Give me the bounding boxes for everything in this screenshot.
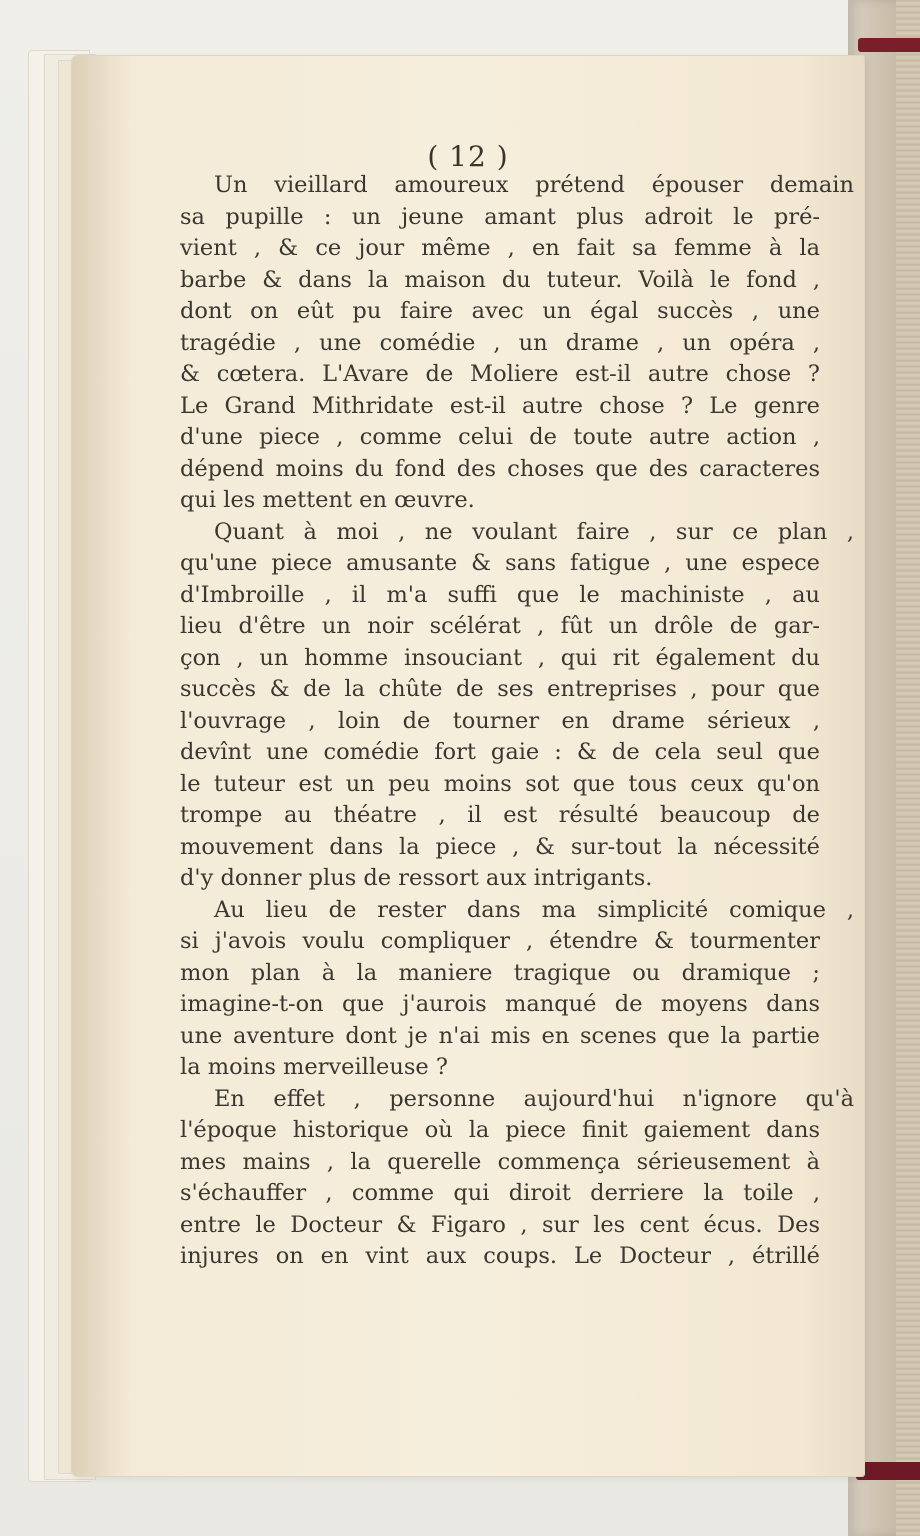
- text-line: mon plan à la maniere tragique ou dramique ;: [180, 959, 820, 986]
- text-line: mes mains , la querelle commença sérieusement à: [180, 1148, 820, 1175]
- text-line: d'une piece , comme celui de toute autre action ,: [180, 424, 820, 450]
- text-line: le tuteur est un peu moins sot que tous ceux qu'on: [180, 770, 820, 797]
- text-line: entre le Docteur & Figaro , sur les cent écus. Des: [180, 1211, 820, 1238]
- text-line: Au lieu de rester dans ma simplicité comique ,: [214, 896, 854, 923]
- text-line: l'époque historique où la piece finit gaiement dans: [180, 1117, 820, 1143]
- text-line: s'échauffer , comme qui diroit derriere la toile ,: [180, 1180, 820, 1206]
- text-line: tragédie , une comédie , un drame , un opéra ,: [180, 329, 820, 356]
- text-line: sa pupille : un jeune amant plus adroit le pré-: [180, 203, 820, 230]
- text-line: une aventure dont je n'ai mis en scenes que la partie: [180, 1022, 820, 1049]
- text-line: d'y donner plus de ressort aux intrigants.: [180, 865, 653, 891]
- ribbon-top: [858, 38, 920, 52]
- text-line: En effet , personne aujourd'hui n'ignore qu'à: [214, 1085, 854, 1112]
- page-gutter-shadow: [72, 56, 132, 1476]
- text-line: vient , & ce jour même , en fait sa femme à la: [180, 235, 820, 261]
- text-line: & cœtera. L'Avare de Moliere est-il autre chose ?: [180, 361, 820, 387]
- text-line: devînt une comédie fort gaie : & de cela seul que: [180, 739, 820, 765]
- text-line: injures on en vint aux coups. Le Docteur , étrillé: [180, 1243, 820, 1269]
- binding-cloth: [896, 0, 920, 1536]
- text-line: Le Grand Mithridate est-il autre chose ? Le genre: [180, 392, 820, 419]
- text-line: d'Imbroille , il m'a suffi que le machiniste , au: [180, 581, 820, 608]
- text-line: mouvement dans la piece , & sur-tout la nécessité: [180, 833, 820, 860]
- text-line: imagine-t-on que j'aurois manqué de moyens dans: [180, 991, 820, 1017]
- text-line: dont on eût pu faire avec un égal succès , une: [180, 298, 820, 324]
- text-line: Un vieillard amoureux prétend épouser demain: [214, 172, 854, 198]
- text-line: Quant à moi , ne voulant faire , sur ce plan ,: [214, 518, 854, 545]
- text-line: çon , un homme insouciant , qui rit également du: [180, 644, 820, 671]
- text-line: succès & de la chûte de ses entreprises , pour que: [180, 676, 820, 702]
- text-line: dépend moins du fond des choses que des caracteres: [180, 455, 820, 482]
- text-line: barbe & dans la maison du tuteur. Voilà le fond ,: [180, 266, 820, 293]
- text-line: qui les mettent en œuvre.: [180, 487, 475, 513]
- text-line: lieu d'être un noir scélérat , fût un drôle de gar-: [180, 613, 820, 639]
- text-line: si j'avois voulu compliquer , étendre & tourmenter: [180, 928, 820, 954]
- page-number: ( 12 ): [427, 140, 509, 173]
- text-line: trompe au théatre , il est résulté beaucoup de: [180, 802, 820, 828]
- text-line: la moins merveilleuse ?: [180, 1054, 448, 1080]
- text-line: qu'une piece amusante & sans fatigue , une espece: [180, 550, 820, 576]
- text-line: l'ouvrage , loin de tourner en drame sérieux ,: [180, 707, 820, 734]
- ribbon-bottom: [856, 1462, 920, 1480]
- page-text: [180, 170, 854, 1273]
